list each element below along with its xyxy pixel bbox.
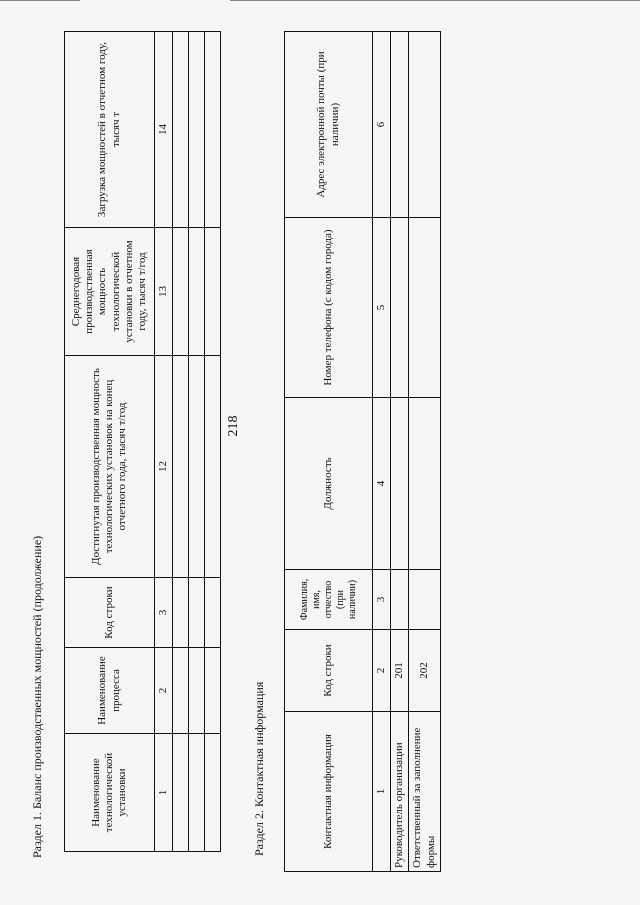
scan-line-left [0,0,80,1]
table-cell[interactable] [189,578,205,648]
col-number: 14 [155,32,173,228]
section2-table [284,31,441,872]
section2-table-wrap [284,32,441,872]
table-cell[interactable] [205,32,221,228]
table-cell[interactable] [205,356,221,578]
table-cell[interactable] [173,228,189,356]
row-code: 202 [409,630,440,712]
section1-table [64,31,221,852]
col-number: 3 [373,570,391,630]
header-row-code: Код строки [65,578,155,648]
table-cell[interactable] [391,218,409,398]
col-number: 12 [155,356,173,578]
section2-title: Раздел 2. Контактная информация [252,681,266,856]
header-phone: Номер телефона (с кодом города) [285,218,373,398]
header-average-capacity: Среднегодовая производственная мощность технологической установки в отчетном году, тысяч т/год [65,228,155,356]
header-position: Должность [285,398,373,570]
col-number: 2 [155,648,173,734]
row-label-head: Руководитель организации [391,712,409,872]
row-code: 201 [391,630,409,712]
col-number: 6 [373,32,391,218]
table-cell[interactable] [173,734,189,852]
section1-title: Раздел 1. Баланс производственных мощностей (продолжение) [30,535,44,858]
header-row-code: Код строки [285,630,373,712]
table-cell[interactable] [409,218,440,398]
table-cell[interactable] [391,398,409,570]
table-cell[interactable] [391,570,409,630]
table-cell[interactable] [205,578,221,648]
table-cell[interactable] [189,32,205,228]
header-installation-name: Наименование технологической установки [65,734,155,852]
table-cell[interactable] [189,648,205,734]
table-cell[interactable] [409,32,440,218]
col-number: 2 [373,630,391,712]
header-full-name: Фамилия, имя, отчество (при наличии) [285,570,373,630]
col-number: 1 [373,712,391,872]
header-contact-info: Контактная информация [285,712,373,872]
header-process-name: Наименование процесса [65,648,155,734]
section1-table-wrap [64,32,221,852]
table-cell[interactable] [391,32,409,218]
table-cell[interactable] [205,228,221,356]
col-number: 3 [155,578,173,648]
table-row [189,32,205,852]
row-label-responsible: Ответственный за заполнение формы [409,712,440,872]
col-number: 13 [155,228,173,356]
col-number: 1 [155,734,173,852]
scan-line-right [230,0,640,1]
table-cell[interactable] [409,398,440,570]
header-achieved-capacity: Достигнутая производственная мощность технологических установок на конец отчетного года, тысяч т/год [65,356,155,578]
table-row [391,32,409,872]
table-row [173,32,189,852]
table-row [205,32,221,852]
header-email: Адрес электронной почты (при наличии) [285,32,373,218]
table-cell[interactable] [173,578,189,648]
table-row [409,32,440,872]
header-capacity-load: Загрузка мощностей в отчетном году, тысяч т [65,32,155,228]
table-cell[interactable] [189,356,205,578]
table-cell[interactable] [205,734,221,852]
table-cell[interactable] [173,32,189,228]
table-cell[interactable] [409,570,440,630]
page-number: 218 [226,415,241,437]
table-cell[interactable] [189,228,205,356]
table-cell[interactable] [205,648,221,734]
table-cell[interactable] [173,356,189,578]
table-cell[interactable] [173,648,189,734]
col-number: 5 [373,218,391,398]
col-number: 4 [373,398,391,570]
table-cell[interactable] [189,734,205,852]
